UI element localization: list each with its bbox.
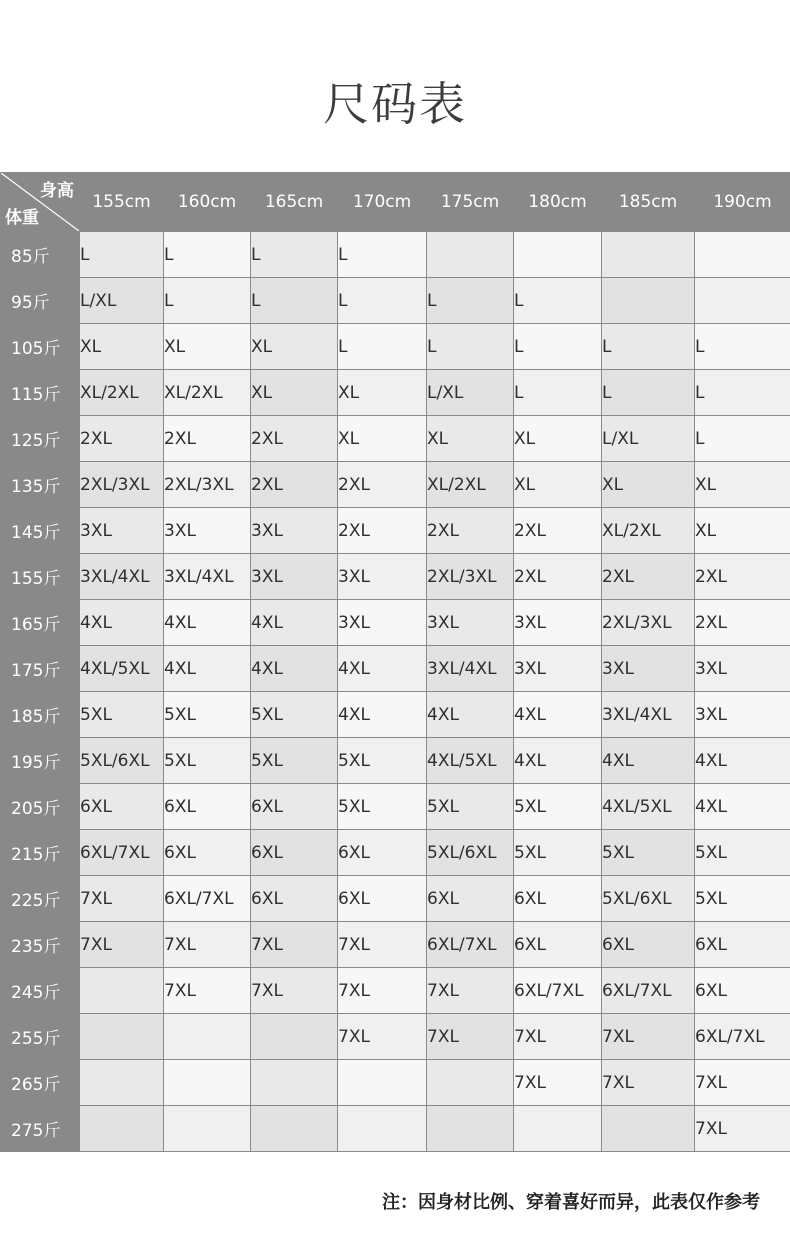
size-cell: 3XL/4XL xyxy=(80,554,164,600)
size-cell: L xyxy=(80,232,164,278)
height-header-cell: 175cm xyxy=(427,173,514,232)
size-cell: 6XL/7XL xyxy=(427,922,514,968)
size-cell: 7XL xyxy=(251,968,338,1014)
size-cell: 3XL/4XL xyxy=(164,554,251,600)
size-cell xyxy=(80,1014,164,1060)
size-cell: L xyxy=(514,370,602,416)
size-cell: 7XL xyxy=(164,922,251,968)
size-cell: 2XL xyxy=(602,554,695,600)
height-header-row xyxy=(1,173,790,232)
size-cell: 6XL xyxy=(251,784,338,830)
size-cell: 6XL/7XL xyxy=(80,830,164,876)
weight-label-cell: 225斤 xyxy=(1,876,80,922)
size-cell: XL xyxy=(80,324,164,370)
size-cell: L xyxy=(338,278,427,324)
size-cell xyxy=(602,1106,695,1152)
size-cell xyxy=(251,1014,338,1060)
size-cell: 6XL xyxy=(602,922,695,968)
size-cell xyxy=(695,232,790,278)
size-cell: 5XL/6XL xyxy=(427,830,514,876)
weight-label-cell: 195斤 xyxy=(1,738,80,784)
table-row xyxy=(1,232,790,278)
size-cell: 7XL xyxy=(602,1060,695,1106)
weight-label-cell: 215斤 xyxy=(1,830,80,876)
table-row xyxy=(1,554,790,600)
size-cell: L xyxy=(695,416,790,462)
size-cell xyxy=(514,1106,602,1152)
size-cell: 7XL xyxy=(514,1014,602,1060)
size-cell: 7XL xyxy=(695,1106,790,1152)
size-cell: 7XL xyxy=(164,968,251,1014)
size-cell: 5XL/6XL xyxy=(80,738,164,784)
size-cell: 5XL xyxy=(514,784,602,830)
size-cell: 4XL xyxy=(338,646,427,692)
size-cell xyxy=(164,1014,251,1060)
size-cell: 6XL xyxy=(164,784,251,830)
size-cell: L xyxy=(164,232,251,278)
size-cell: XL/2XL xyxy=(602,508,695,554)
size-cell xyxy=(602,278,695,324)
size-cell: 3XL/4XL xyxy=(427,646,514,692)
height-header-cell: 190cm xyxy=(695,173,790,232)
size-cell xyxy=(338,1060,427,1106)
size-cell xyxy=(164,1106,251,1152)
size-cell: 5XL xyxy=(338,738,427,784)
size-cell: 4XL/5XL xyxy=(602,784,695,830)
size-cell: 7XL xyxy=(427,1014,514,1060)
size-cell: 4XL xyxy=(251,646,338,692)
size-cell: XL xyxy=(514,416,602,462)
weight-label-cell: 95斤 xyxy=(1,278,80,324)
size-cell: 6XL xyxy=(251,876,338,922)
size-cell: 3XL xyxy=(695,692,790,738)
size-cell: 7XL xyxy=(427,968,514,1014)
weight-label-cell: 255斤 xyxy=(1,1014,80,1060)
size-cell: XL xyxy=(695,508,790,554)
size-cell: 2XL xyxy=(338,462,427,508)
size-cell xyxy=(514,232,602,278)
size-cell: 5XL xyxy=(602,830,695,876)
size-cell: 3XL xyxy=(514,646,602,692)
size-cell: 5XL xyxy=(338,784,427,830)
weight-label-cell: 125斤 xyxy=(1,416,80,462)
table-row xyxy=(1,646,790,692)
size-cell: L/XL xyxy=(80,278,164,324)
table-row xyxy=(1,416,790,462)
size-cell: XL xyxy=(164,324,251,370)
weight-label-cell: 155斤 xyxy=(1,554,80,600)
size-cell: 3XL xyxy=(164,508,251,554)
size-cell: 4XL xyxy=(514,692,602,738)
size-cell: 6XL/7XL xyxy=(695,1014,790,1060)
size-cell: 7XL xyxy=(602,1014,695,1060)
size-cell: L xyxy=(164,278,251,324)
size-cell: 4XL xyxy=(164,600,251,646)
size-cell: 3XL xyxy=(80,508,164,554)
size-cell: 2XL/3XL xyxy=(80,462,164,508)
size-cell xyxy=(602,232,695,278)
size-cell: 5XL xyxy=(514,830,602,876)
size-cell: 7XL xyxy=(695,1060,790,1106)
size-cell: 6XL xyxy=(80,784,164,830)
size-cell: 7XL xyxy=(80,876,164,922)
size-cell xyxy=(251,1060,338,1106)
weight-label-cell: 115斤 xyxy=(1,370,80,416)
size-cell: XL xyxy=(514,462,602,508)
size-cell: 2XL xyxy=(251,416,338,462)
size-cell: L xyxy=(427,324,514,370)
size-cell: L xyxy=(427,278,514,324)
size-cell: XL xyxy=(602,462,695,508)
size-cell: 4XL xyxy=(427,692,514,738)
size-cell: 5XL xyxy=(251,692,338,738)
size-cell: 4XL xyxy=(514,738,602,784)
size-cell: 6XL xyxy=(514,922,602,968)
size-cell: XL xyxy=(695,462,790,508)
size-cell: 4XL xyxy=(602,738,695,784)
size-cell: 5XL xyxy=(80,692,164,738)
table-row xyxy=(1,922,790,968)
size-cell: 6XL xyxy=(695,922,790,968)
size-cell: XL xyxy=(338,370,427,416)
size-cell: 3XL xyxy=(602,646,695,692)
size-cell: 6XL/7XL xyxy=(164,876,251,922)
size-cell: 6XL xyxy=(514,876,602,922)
size-cell: 6XL xyxy=(695,968,790,1014)
size-cell: 4XL xyxy=(338,692,427,738)
page-title: 尺码表 xyxy=(323,77,467,131)
size-cell: 6XL xyxy=(338,876,427,922)
height-axis-label: 身高 xyxy=(40,181,74,201)
size-cell: L xyxy=(602,370,695,416)
height-header-cell: 180cm xyxy=(514,173,602,232)
size-cell: XL xyxy=(251,370,338,416)
table-row xyxy=(1,1060,790,1106)
weight-label-cell: 265斤 xyxy=(1,1060,80,1106)
size-cell xyxy=(338,1106,427,1152)
size-cell: L xyxy=(514,278,602,324)
weight-label-cell: 165斤 xyxy=(1,600,80,646)
size-cell xyxy=(427,1060,514,1106)
table-row xyxy=(1,278,790,324)
size-cell: 7XL xyxy=(338,922,427,968)
size-cell: XL xyxy=(251,324,338,370)
size-cell: L xyxy=(514,324,602,370)
size-cell: 3XL xyxy=(338,554,427,600)
size-cell: 2XL xyxy=(514,508,602,554)
size-cell: 4XL xyxy=(80,600,164,646)
table-row xyxy=(1,508,790,554)
size-cell: 2XL xyxy=(251,462,338,508)
size-cell: XL/2XL xyxy=(80,370,164,416)
size-cell: 2XL xyxy=(80,416,164,462)
table-row xyxy=(1,324,790,370)
height-header-cell: 160cm xyxy=(164,173,251,232)
size-cell: 4XL/5XL xyxy=(80,646,164,692)
table-row xyxy=(1,1014,790,1060)
size-cell: L xyxy=(251,232,338,278)
table-row xyxy=(1,462,790,508)
weight-label-cell: 205斤 xyxy=(1,784,80,830)
size-cell: 3XL/4XL xyxy=(602,692,695,738)
size-cell: 7XL xyxy=(514,1060,602,1106)
size-cell: 2XL xyxy=(338,508,427,554)
weight-label-cell: 245斤 xyxy=(1,968,80,1014)
size-cell: 3XL xyxy=(251,554,338,600)
table-row xyxy=(1,370,790,416)
size-cell: 2XL xyxy=(427,508,514,554)
size-cell: 7XL xyxy=(338,968,427,1014)
size-cell: L/XL xyxy=(427,370,514,416)
corner-cell xyxy=(1,173,80,232)
size-cell: XL xyxy=(427,416,514,462)
weight-label-cell: 275斤 xyxy=(1,1106,80,1152)
size-cell: XL xyxy=(338,416,427,462)
size-cell: 5XL xyxy=(164,738,251,784)
size-cell: 6XL xyxy=(338,830,427,876)
size-cell: 2XL xyxy=(695,554,790,600)
size-cell: 5XL xyxy=(695,876,790,922)
size-cell xyxy=(427,232,514,278)
size-cell: 3XL xyxy=(695,646,790,692)
size-cell: 7XL xyxy=(80,922,164,968)
weight-label-cell: 235斤 xyxy=(1,922,80,968)
size-cell: L/XL xyxy=(602,416,695,462)
size-cell: L xyxy=(695,324,790,370)
size-cell: 4XL xyxy=(695,738,790,784)
height-header-cell: 155cm xyxy=(80,173,164,232)
size-cell: L xyxy=(695,370,790,416)
size-cell: 4XL/5XL xyxy=(427,738,514,784)
size-cell: 3XL xyxy=(251,508,338,554)
size-cell: 5XL/6XL xyxy=(602,876,695,922)
size-cell: 4XL xyxy=(251,600,338,646)
size-cell: 6XL/7XL xyxy=(602,968,695,1014)
weight-label-cell: 105斤 xyxy=(1,324,80,370)
disclaimer-note: 注：因身材比例、穿着喜好而异，此表仅作参考 xyxy=(382,1192,760,1213)
table-row xyxy=(1,1106,790,1152)
size-cell: 3XL xyxy=(514,600,602,646)
size-cell: 7XL xyxy=(251,922,338,968)
size-cell: L xyxy=(251,278,338,324)
size-cell: 4XL xyxy=(164,646,251,692)
size-cell: 2XL xyxy=(514,554,602,600)
height-header-cell: 170cm xyxy=(338,173,427,232)
size-cell: 3XL xyxy=(427,600,514,646)
table-row xyxy=(1,692,790,738)
table-row xyxy=(1,600,790,646)
size-cell xyxy=(80,1106,164,1152)
size-cell: L xyxy=(338,324,427,370)
size-cell: 5XL xyxy=(695,830,790,876)
height-header-cell: 185cm xyxy=(602,173,695,232)
weight-label-cell: 85斤 xyxy=(1,232,80,278)
size-cell: 2XL/3XL xyxy=(427,554,514,600)
size-cell: L xyxy=(338,232,427,278)
size-cell xyxy=(80,1060,164,1106)
size-cell: 6XL xyxy=(427,876,514,922)
size-cell: 6XL/7XL xyxy=(514,968,602,1014)
weight-label-cell: 145斤 xyxy=(1,508,80,554)
size-cell: 5XL xyxy=(251,738,338,784)
size-cell xyxy=(80,968,164,1014)
size-cell: XL/2XL xyxy=(427,462,514,508)
size-cell: 3XL xyxy=(338,600,427,646)
height-header-cell: 165cm xyxy=(251,173,338,232)
size-cell xyxy=(164,1060,251,1106)
size-cell xyxy=(695,278,790,324)
size-cell: 2XL xyxy=(164,416,251,462)
size-cell: 2XL xyxy=(695,600,790,646)
size-cell: 5XL xyxy=(164,692,251,738)
size-cell: 5XL xyxy=(427,784,514,830)
table-row xyxy=(1,968,790,1014)
size-cell: 7XL xyxy=(338,1014,427,1060)
table-row xyxy=(1,738,790,784)
size-chart-table xyxy=(0,172,790,1152)
weight-label-cell: 175斤 xyxy=(1,646,80,692)
size-cell: 4XL xyxy=(695,784,790,830)
size-cell xyxy=(251,1106,338,1152)
weight-label-cell: 135斤 xyxy=(1,462,80,508)
size-cell: 2XL/3XL xyxy=(602,600,695,646)
size-cell: XL/2XL xyxy=(164,370,251,416)
table-row xyxy=(1,784,790,830)
size-cell xyxy=(427,1106,514,1152)
table-row xyxy=(1,876,790,922)
weight-axis-label: 体重 xyxy=(5,208,39,228)
size-cell: L xyxy=(602,324,695,370)
size-cell: 6XL xyxy=(164,830,251,876)
size-cell: 2XL/3XL xyxy=(164,462,251,508)
size-cell: 6XL xyxy=(251,830,338,876)
weight-label-cell: 185斤 xyxy=(1,692,80,738)
table-row xyxy=(1,830,790,876)
